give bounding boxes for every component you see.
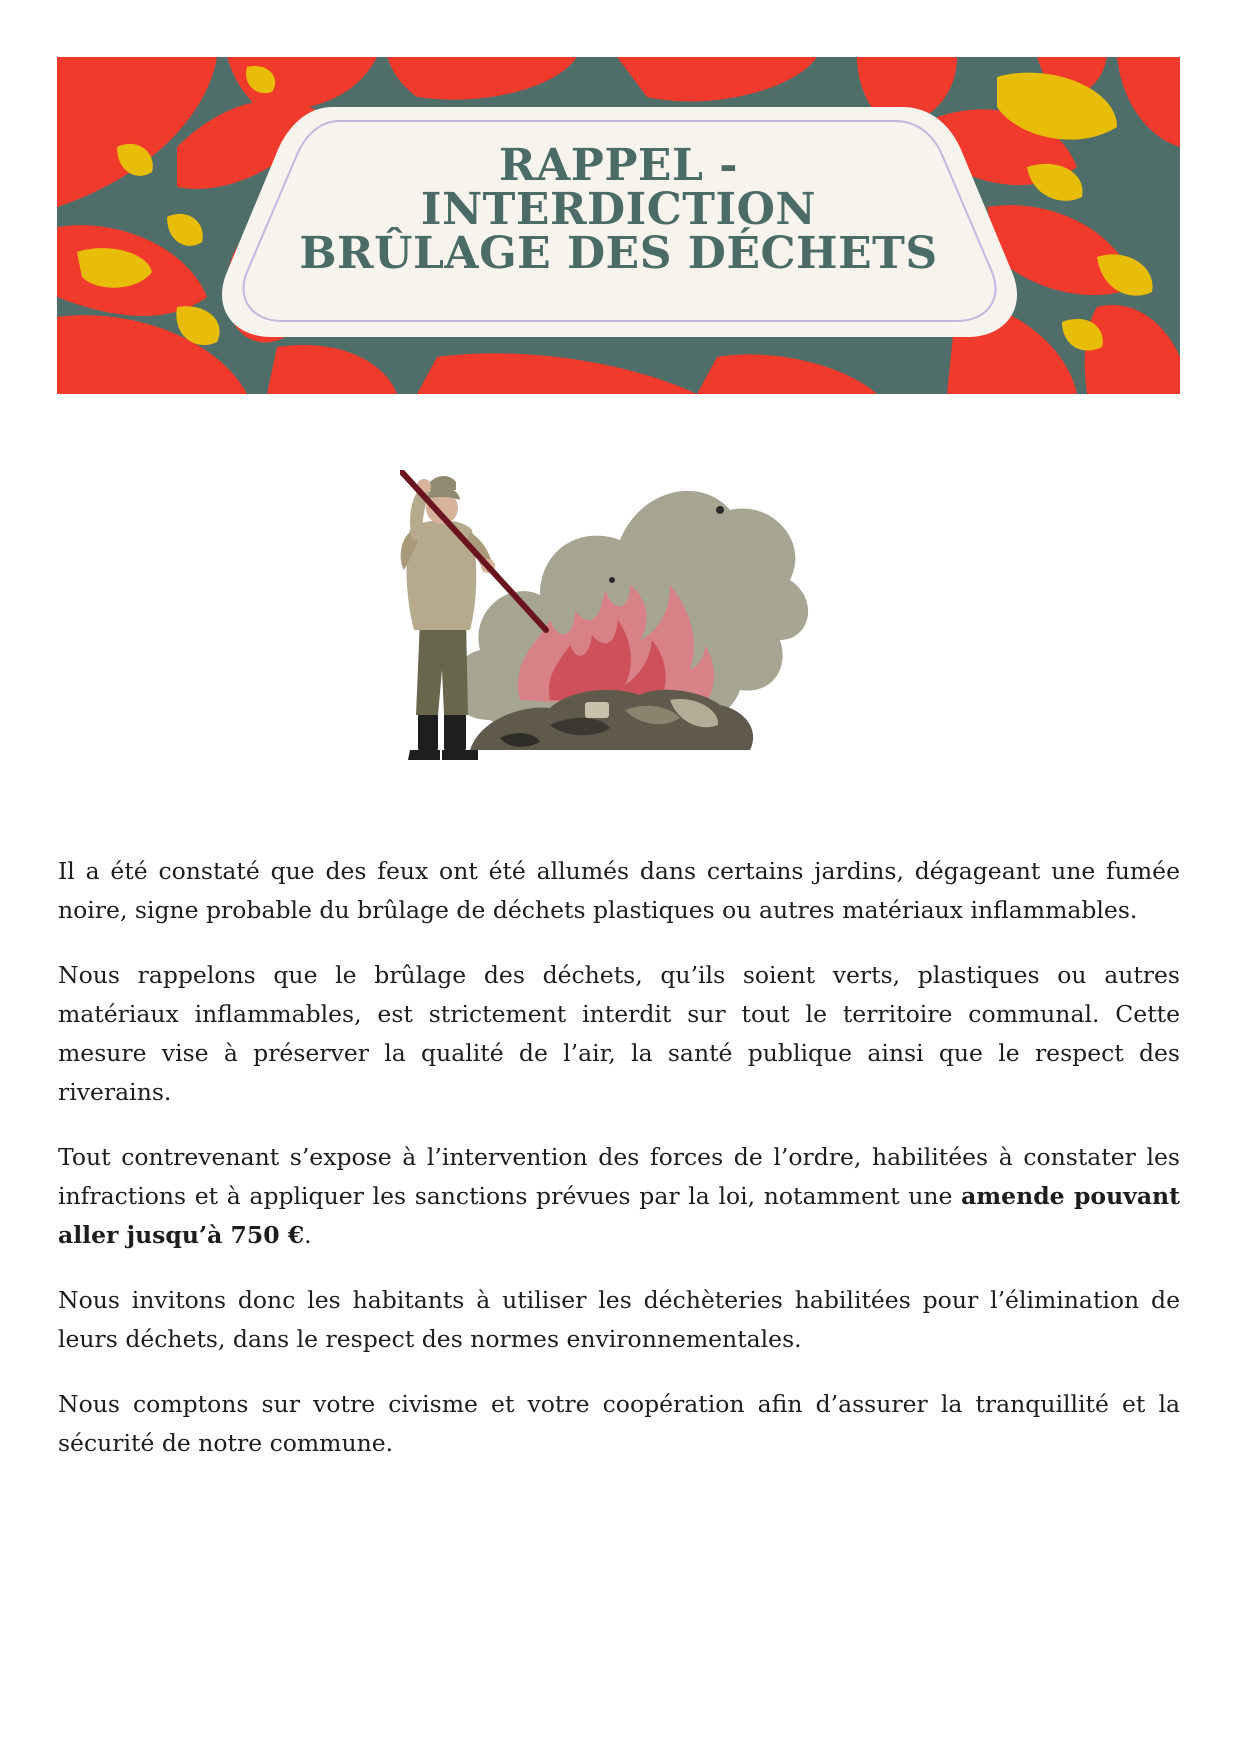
sanctions-text: Tout contrevenant s’expose à l’intervention des forces de l’ordre, habilitées à constater les infractions et à appliquer les sanctions prévues par la loi, notamment une bbox=[58, 1143, 1180, 1210]
fine-amount: amende pouvant aller jusqu’à 750 € bbox=[58, 1182, 1180, 1249]
title-line: BRÛLAGE DES DÉCHETS bbox=[299, 228, 938, 279]
paragraph-invitation: Nous invitons donc les habitants à utiliser les déchèteries habilitées pour l’élimination de leurs déchets, dans le respect des normes environnementales. bbox=[58, 1286, 1180, 1353]
header-banner bbox=[57, 57, 1180, 394]
banner-title bbox=[57, 140, 1180, 279]
paragraph-observation: Il a été constaté que des feux ont été allumés dans certains jardins, dégageant une fumée noire, signe probable du brûlage de déchets plastiques ou autres matériaux inflammables. bbox=[58, 857, 1180, 924]
paragraph-closing: Nous comptons sur votre civisme et votre coopération afin d’assurer la tranquillité et la sécurité de notre commune. bbox=[58, 1390, 1180, 1457]
paragraph-sanctions bbox=[58, 1138, 1180, 1255]
paragraph-prohibition: Nous rappelons que le brûlage des déchets, qu’ils soient verts, plastiques ou autres matériaux inflammables, est strictement interdit sur tout le territoire communal. Cette mesure vise à préserver la qualité de l’air, la santé publique ainsi que le respect des riverains. bbox=[58, 961, 1180, 1106]
notice-body bbox=[58, 852, 1180, 1489]
title-line: INTERDICTION bbox=[420, 184, 817, 235]
person-burning-waste-illustration bbox=[400, 470, 840, 760]
sanctions-end: . bbox=[304, 1221, 312, 1249]
title-line: RAPPEL - bbox=[499, 140, 738, 191]
